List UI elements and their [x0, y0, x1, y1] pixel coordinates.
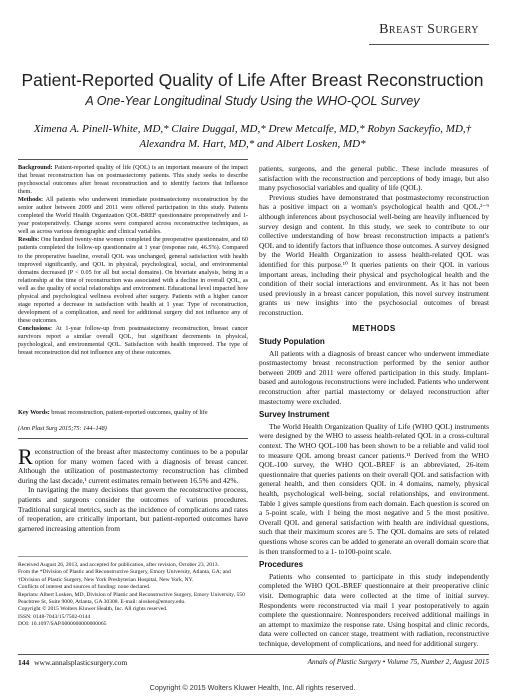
- methods-heading: METHODS: [352, 323, 396, 333]
- study-population-heading: Study Population: [259, 337, 325, 347]
- footnote-copyright: Copyright © 2015 Wolters Kluwer Health, Inc. All rights reserved.: [18, 606, 168, 613]
- right-paragraph-1: patients, surgeons, and the general public. These include measures of satisfaction with the reconstruction and perceptions of body image, but also many psychosocial variables and quality of life (QOL).: [259, 164, 489, 193]
- article-subtitle: A One-Year Longitudinal Study Using the WHO-QOL Survey: [85, 94, 420, 108]
- abstract-conclusions: Conclusions: At 1-year follow-up from postmastectomy reconstruction, breast cancer survivors report a similar overall QOL, but significant decrements in physical, psychological, and environmental QOL. Satisfaction with health improved. The type of breast reconstruction did not influence any of these outcomes.: [18, 324, 248, 357]
- footnotes: [18, 562, 248, 629]
- footnote-conflicts: Conflicts of interest and sources of funding: none declared.: [18, 584, 151, 591]
- drop-cap: R: [18, 444, 33, 469]
- keywords: Key Words: breast reconstruction, patient-reported outcomes, quality of life: [18, 409, 208, 416]
- authors-line-2: Alexandra M. Hart, MD,* and Albert Losken, MD*: [139, 138, 366, 150]
- section-tag: Breast Surgery: [379, 22, 479, 37]
- footnote-doi: DOI: 10.1097/SAP.0000000000000065: [18, 621, 107, 628]
- abstract: [18, 164, 248, 357]
- procedures-text: Patients who consented to participate in this study independently completed the WHO QOL-BREF questionnaire at their preoperative clinic visit. Demographic data were collected at the time of initial survey. Respondents were reconstructed via mail 1 year postoperatively to again complete the questionnaire. Nonresponders received additional mailings in an attempt to maximize the response rate. Using hospital and clinic records, data were collected on cancer stage, treatment with radiation, reconstructive technique, development of complications, and need for additional surgery.: [259, 571, 489, 648]
- study-population-text: All patients with a diagnosis of breast cancer who underwent immediate postmastectomy breast reconstruction performed by the senior author between 2009 and 2011 were offered participation in this study. Implant-based and autologous reconstructions were included. Patients who underwent reconstruction after partial mastectomy or delayed reconstruction after mastectomy were excluded.: [259, 348, 489, 406]
- right-paragraph-2: Previous studies have demonstrated that postmastectomy reconstruction has a positive impact on a woman's psychological health and QOL,²⁻⁹ although inferences about psychosocial well-being are heavily influenced by survey design and content. In this study, we seek to contribute to our collective understanding of how breast reconstruction impacts a patient's QOL and to identify factors that influence those outcomes. A survey designed by the World Health Organization to assess health-related QOL was identified for this purpose.¹⁰ It queries patients on their QOL in various important areas, including their physical and psychological health and the condition of their social interactions and environment. As it has not been used previously in a breast cancer population, this novel survey instrument grants us new insights into the psychosocial outcomes of breast reconstruction.: [259, 192, 489, 317]
- page-copyright: Copyright © 2015 Wolters Kluwer Health, Inc. All rights reserved.: [149, 683, 356, 692]
- abstract-bottom-rule: [18, 438, 248, 439]
- footnote-affiliation: From the *Division of Plastic and Reconstructive Surgery, Emory University, Atlanta, GA; and †Division of Plastic Surgery, New York Presbyterian Hospital, New York, NY.: [18, 569, 231, 583]
- author-list: [12, 122, 493, 152]
- abstract-top-rule: [18, 159, 248, 160]
- header-rule: [369, 44, 489, 45]
- intro-paragraph-2: In navigating the many decisions that govern the reconstructive process, patients and surgeons consider the outcomes of various procedures. Traditional surgical metrics, such as the incidence of complications and rates of reoperation, are critically important, but patient-reported outcomes have garnered increasing attention from: [18, 485, 248, 533]
- footnote-reprints: Reprints: Albert Losken, MD, Division of Plastic and Reconstructive Surgery, Emory University, 550 Peachtree St, Suite 9000, Atlanta, GA 30308. E-mail: alosken@emory.edu.: [18, 591, 245, 606]
- survey-instrument-text: The World Health Organization Quality of Life (WHO QOL) instruments were designed by the WHO to assess health-related QOL in a cross-cultural context. The WHO QOL-100 has been shown to be a reliable and valid tool to measure QOL among breast cancer patients.¹¹ Derived from the WHO QOL-100 survey, the WHO QOL-BREF is an abbreviated, 26-item questionnaire that queries patients on their overall QOL and satisfaction with general health, and then considers QOL in 4 domains, namely, physical health, psychological well-being, social relationships, and environment. Table 1 gives sample questions from each domain. Each question is scored on a 5-point scale, with 1 being the most negative and 5 the most positive. Overall QOL and general satisfaction with health are individual questions, such that their maximum scores are 5. The QOL domains are sets of related questions whose scores can be added to generate an overall domain score that is then transformed to a 1- to100-point scale.: [259, 421, 489, 556]
- footer-rule: [18, 654, 489, 655]
- right-column: [259, 164, 489, 649]
- abstract-results: Results: One hundred twenty-nine women completed the preoperative questionnaire, and 60 patients completed the follow-up questionnaire at 1 year (response rate, 46.5%). Compared to the preoperative baseline, overall QOL was unchanged, general satisfaction with health improved significantly, and QOL in physical, psychological, social, and environmental domains decreased (P < 0.05 for all but social domains). On bivariate analysis, being in a relationship at the time of reconstruction was associated with a decline in overall QOL, as well as the quality of social relationships and environment. Educational level impacted how physical and psychological wellness evolved after surgery. Patients with a higher cancer stage reported a decrease in satisfaction with health at 1 year. Type of reconstruction, development of a complication, and need for additional surgery did not influence any of these outcomes.: [18, 236, 248, 324]
- footnote-issn: ISSN: 0148-7043/15/7502-0144: [18, 613, 91, 620]
- footnote-rule: [18, 556, 248, 557]
- journal-url[interactable]: www.annalsplasticsurgery.com: [34, 658, 128, 667]
- introduction: [18, 444, 248, 533]
- abstract-background: Background: Patient-reported quality of life (QOL) is an important measure of the impact that breast reconstruction has on postmastectomy patients. This study seeks to describe psychosocial outcomes after breast reconstruction and to identify factors that influence them.: [18, 164, 248, 196]
- footer-left: [18, 658, 127, 667]
- authors-line-1: Ximena A. Pinell-White, MD,* Claire Duggal, MD,* Drew Metcalfe, MD,* Robyn Sackeyfio, MD,†: [33, 123, 472, 135]
- page-number: 144: [18, 658, 30, 667]
- footnote-received: Received August 26, 2013, and accepted for publication, after revision, October 23, 2013.: [18, 562, 220, 568]
- survey-instrument-heading: Survey Instrument: [259, 410, 330, 420]
- article-title: Patient-Reported Quality of Life After Breast Reconstruction: [21, 70, 484, 90]
- journal-info: Annals of Plastic Surgery • Volume 75, Number 2, August 2015: [307, 658, 489, 666]
- intro-paragraph-1: Reconstruction of the breast after mastectomy continues to be a popular option for many women faced with a diagnosis of breast cancer. Although the utilization of postmastectomy reconstruction has climbed during the last decade,¹ current estimates remain between 16.5% and 42%.: [18, 444, 248, 485]
- procedures-heading: Procedures: [259, 560, 304, 570]
- abstract-methods: Methods: All patients who underwent immediate postmastectomy reconstruction by the senior author between 2009 and 2011 were offered participation in this study. Patients completed the World Health Organization QOL-BREF questionnaire preoperatively and 1-year postoperatively. Change scores were compared across reconstructive techniques, as well as across various demographic and clinical variables.: [18, 196, 248, 236]
- citation: (Ann Plast Surg 2015;75: 144–148): [18, 425, 107, 432]
